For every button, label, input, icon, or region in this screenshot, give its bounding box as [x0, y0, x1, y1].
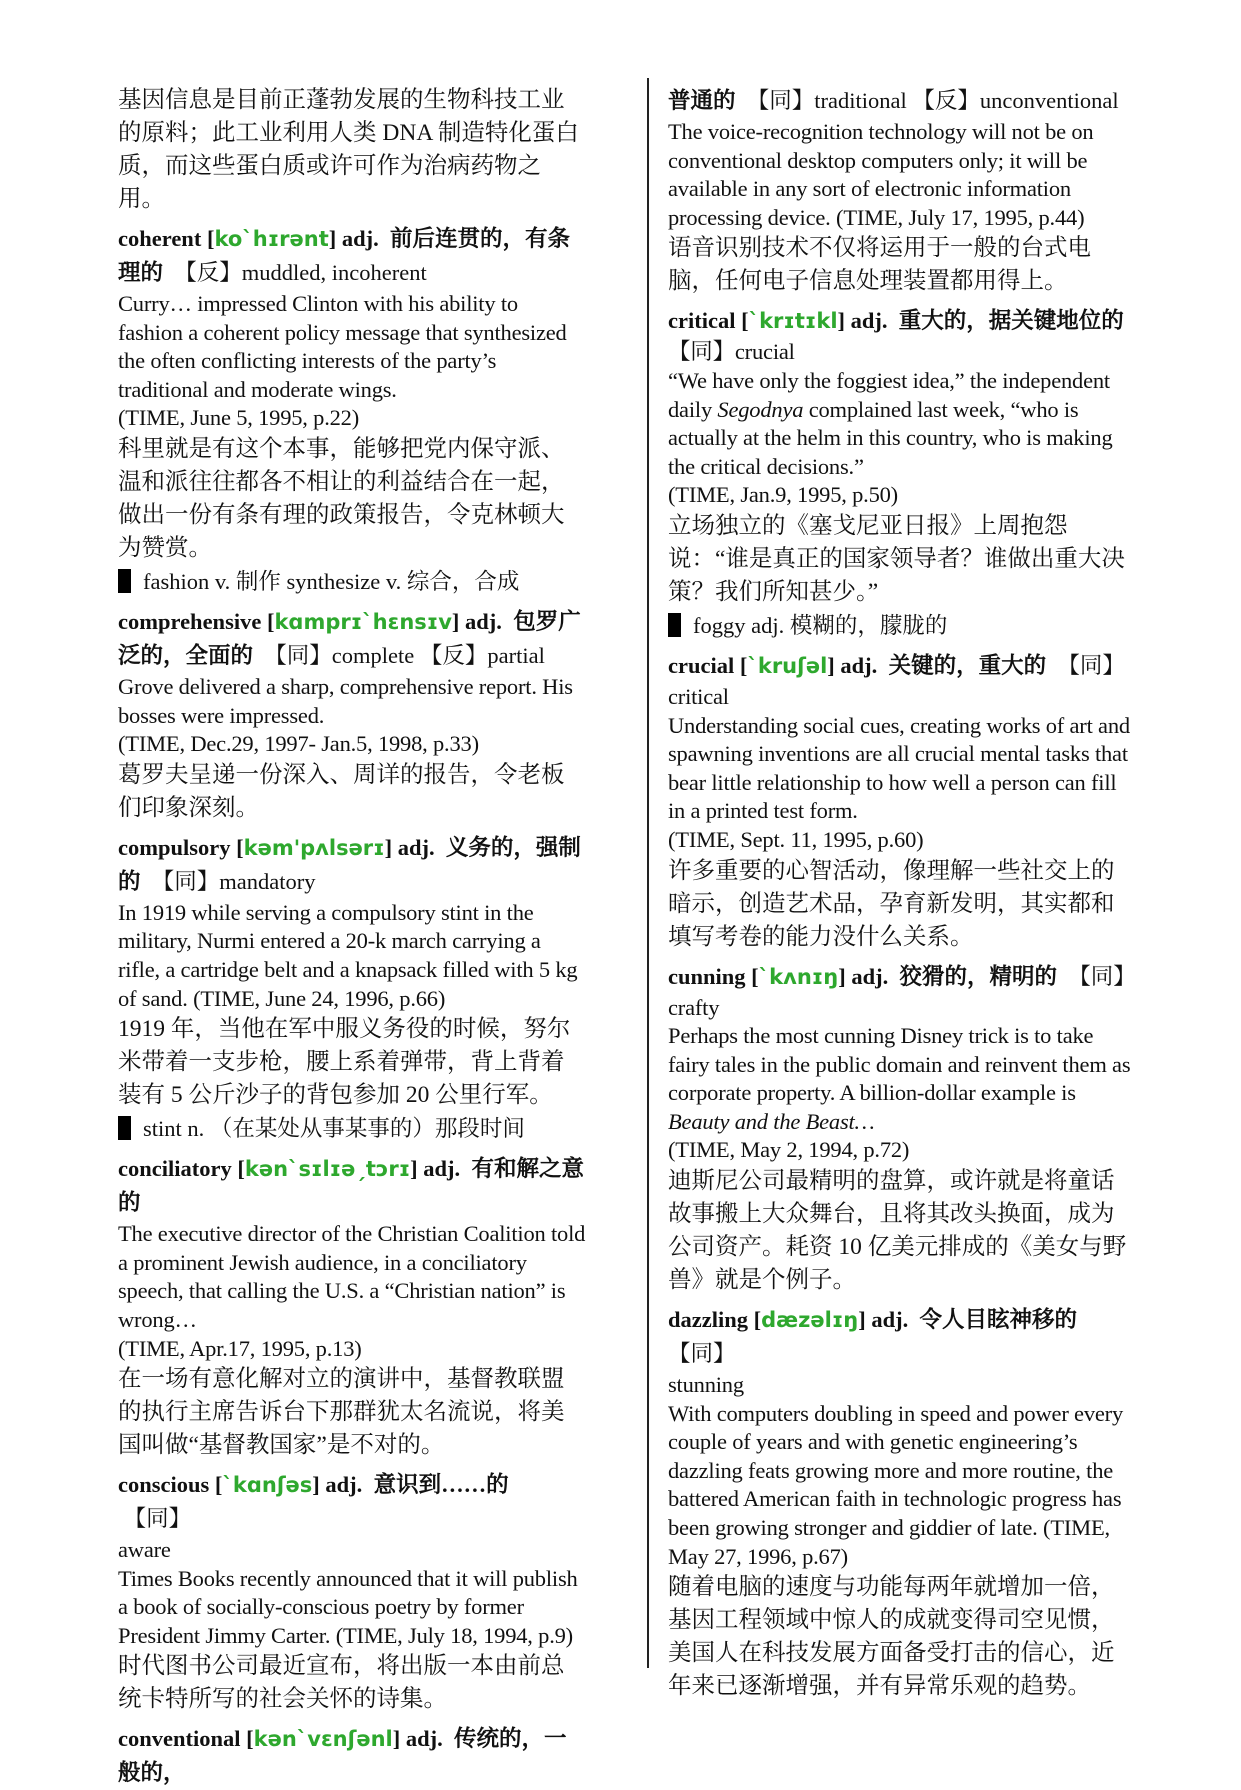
headword: compulsory — [118, 834, 231, 860]
citation: (TIME, Jan.9, 1995, p.50) — [668, 482, 898, 508]
example-translation: 许多重要的心智活动，像理解一些社交上的暗示，创造艺术品，孕育新发明，其实都和填写考卷的能力没什么关系。 — [668, 857, 1115, 950]
entry-header: crucial [`kruʃəl] adj. 关键的，重大的 【同】 — [668, 652, 1125, 678]
citation: (TIME, Apr.17, 1995, p.13) — [118, 1335, 362, 1361]
related-words: crafty — [668, 994, 720, 1020]
example-sentence: Curry… impressed Clinton with his ability to fashion a coherent policy message that synthesized the often conflicting interests of the party’s traditional and moderate wings. — [118, 291, 567, 402]
headword: coherent — [118, 226, 202, 251]
citation: (TIME, Sept. 11, 1995, p.60) — [668, 826, 924, 852]
phonetic: kəm'pʌlsərɪ — [243, 835, 385, 860]
example-translation: 在一场有意化解对立的演讲中，基督教联盟的执行主席告诉台下那群犹太名流说，将美国叫做“基督教国家”是不对的。 — [118, 1366, 565, 1459]
entry-header: conscious [`kɑnʃəs] adj. 意识到……的 【同】 — [118, 1472, 509, 1532]
related-tag: 【同】 — [1068, 963, 1136, 989]
column-divider — [647, 78, 649, 1668]
example-sentence: The voice-recognition technology will not be on conventional desktop computers only; it will be available in any sort of electronic information processing device. (TIME, July 17, 1995, p.44) — [668, 119, 1094, 230]
citation: (TIME, May 2, 1994, p.72) — [668, 1137, 910, 1163]
entry-conscious — [118, 1468, 586, 1716]
entry-dazzling — [668, 1303, 1136, 1703]
phonetic: `krɪtɪkl — [748, 309, 838, 334]
part-of-speech: adj. — [397, 834, 435, 860]
entry-coherent — [118, 222, 586, 599]
phonetic: `kʌnɪŋ — [758, 964, 839, 989]
part-of-speech: adj. — [405, 1726, 443, 1752]
entry-header: conciliatory [kən`sɪlɪəˏtɔrɪ] adj. 有和解之意的 — [118, 1156, 584, 1216]
headword: conventional — [118, 1726, 241, 1752]
vocab-note: stint n. （在某处从事某事的）那段时间 — [118, 1112, 586, 1146]
related-words: 【同】traditional 【反】unconventional — [746, 88, 1119, 113]
entry-header: dazzling [dæzəlɪŋ] adj. 令人目眩神移的【同】 — [668, 1307, 1078, 1367]
related-words: critical — [668, 683, 729, 709]
entry-crucial — [668, 649, 1136, 954]
headword: conscious — [118, 1472, 210, 1498]
entry-conciliatory — [118, 1152, 586, 1462]
vocab-note: fashion v. 制作 synthesize v. 综合，合成 — [118, 565, 586, 599]
phonetic: `kruʃəl — [747, 653, 828, 678]
part-of-speech: adj. — [325, 1472, 363, 1498]
definition: 普通的 — [668, 88, 736, 113]
related-words: 【同】complete 【反】partial — [264, 642, 545, 668]
example-translation: 1919 年，当他在军中服义务役的时候，努尔米带着一支步枪，腰上系着弹带，背上背着装有 5 公斤沙子的背包参加 20 公里行军。 — [118, 1016, 571, 1109]
example-sentence: Times Books recently announced that it will publish a book of socially-conscious poetry by former President Jimmy Carter. (TIME, July 18, 1994, p.9) — [118, 1565, 578, 1648]
phonetic: dæzəlɪŋ — [761, 1308, 859, 1333]
phonetic: kən`sɪlɪəˏtɔrɪ — [244, 1157, 411, 1182]
note-marker-icon — [118, 569, 131, 593]
note-marker-icon — [118, 1116, 131, 1140]
related-tag: 【同】 — [123, 1506, 192, 1532]
headword: cunning — [668, 963, 746, 989]
related-words: aware — [118, 1537, 171, 1563]
definition: 包罗广泛的，全面的 — [118, 608, 581, 668]
definition: 令人目眩神移的 — [919, 1307, 1078, 1333]
entry-conventional-continued — [668, 84, 1136, 298]
definition: 重大的，据关键地位的 — [898, 308, 1124, 334]
part-of-speech: adj. — [850, 308, 888, 334]
citation: (TIME, July 17, 1995, p.44) — [836, 204, 1085, 230]
phonetic: kɑmprɪ`hɛnsɪv — [274, 609, 452, 634]
definition: 传统的，一般的， — [118, 1726, 567, 1786]
part-of-speech: adj. — [423, 1156, 461, 1182]
citation: (TIME, July 18, 1994, p.9) — [335, 1622, 573, 1648]
definition: 义务的，强制的 — [118, 834, 581, 894]
continued-translation: 基因信息是目前正蓬勃发展的生物科技工业的原料；此工业利用人类 DNA 制造特化蛋白质，而这些蛋白质或许可作为治病药物之用。 — [118, 87, 579, 212]
example-translation: 随着电脑的速度与功能每两年就增加一倍，基因工程领域中惊人的成就变得司空见惯，美国人在科技发展方面备受打击的信心，近年来已逐渐增强，并有异常乐观的趋势。 — [668, 1574, 1115, 1700]
left-column — [118, 84, 586, 1790]
entry-comprehensive — [118, 605, 586, 825]
citation: (TIME, June 5, 1995, p.22) — [118, 405, 360, 431]
entry-header: cunning [`kʌnɪŋ] adj. 狡猾的，精明的 【同】 — [668, 963, 1136, 989]
related-tag: 【同】 — [1057, 652, 1125, 678]
headword: conciliatory — [118, 1156, 232, 1182]
phonetic: ko`hɪrənt — [214, 227, 329, 251]
entry-header: compulsory [kəm'pʌlsərɪ] adj. 义务的，强制的 【同】mandatory — [118, 834, 581, 894]
entry-header: coherent [ko`hɪrənt] adj. 前后连贯的，有条理的 【反】muddled, incoherent — [118, 226, 571, 285]
citation: (TIME, June 24, 1996, p.66) — [193, 985, 446, 1011]
entry-critical — [668, 304, 1136, 643]
part-of-speech: adj. — [341, 226, 379, 251]
entry-cunning — [668, 960, 1136, 1298]
example-sentence: Understanding social cues, creating works of art and spawning inventions are all crucial mental tasks that bear little relationship to how well a person can fill in a printed test form. — [668, 712, 1130, 824]
entry-header: conventional [kən`vɛnʃənl] adj. 传统的，一般的， — [118, 1726, 567, 1786]
example-translation: 时代图书公司最近宣布，将出版一本由前总统卡特所写的社会关怀的诗集。 — [118, 1653, 565, 1713]
phonetic: kən`vɛnʃənl — [253, 1727, 393, 1752]
example-translation: 语音识别技术不仅将运用于一般的台式电脑，任何电子信息处理装置都用得上。 — [668, 235, 1091, 295]
right-column — [668, 84, 1136, 1703]
example-sentence: With computers doubling in speed and power every couple of years and with genetic engineering’s dazzling feats growing more and more routine, the battered American faith in technologic progress has been growing stronger and giddier of late. (TIME, May 27, 1996, p.67) — [668, 1400, 1124, 1569]
example-sentence: “We have only the foggiest idea,” the independent daily Segodnya complained last week, “who is actually at the helm in this country, who is making the critical decisions.” — [668, 367, 1113, 479]
example-sentence: Perhaps the most cunning Disney trick is to take fairy tales in the public domain and reinvent them as corporate property. A billion-dollar example is Beauty and the Beast… — [668, 1023, 1131, 1134]
example-translation: 迪斯尼公司最精明的盘算，或许就是将童话故事搬上大众舞台，且将其改头换面，成为公司资产。耗资 10 亿美元排成的《美女与野兽》就是个例子。 — [668, 1168, 1127, 1294]
entry-compulsory — [118, 831, 586, 1146]
related-words: 【同】mandatory — [151, 868, 316, 894]
definition: 狡猾的，精明的 — [899, 963, 1057, 989]
vocab-note: foggy adj. 模糊的，朦胧的 — [668, 609, 1136, 643]
example-sentence: In 1919 while serving a compulsory stint in the military, Nurmi entered a 20-k march carrying a rifle, a cartridge belt and a knapsack filled with 5 kg of sand. (TIME, June 24, 1996, p.66) — [118, 899, 578, 1011]
citation: (TIME, Dec.29, 1997- Jan.5, 1998, p.33) — [118, 731, 479, 757]
part-of-speech: adj. — [871, 1307, 909, 1333]
example-translation: 葛罗夫呈递一份深入、周详的报告，令老板们印象深刻。 — [118, 761, 565, 821]
definition: 关键的，重大的 — [888, 652, 1047, 678]
related-words: 【同】crucial — [668, 339, 795, 365]
headword: comprehensive — [118, 608, 262, 634]
related-words: 【反】muddled, incoherent — [174, 260, 427, 285]
example-translation: 科里就是有这个本事，能够把党内保守派、温和派往往都各不相让的利益结合在一起，做出一份有条有理的政策报告，令克林顿大为赞赏。 — [118, 435, 565, 561]
definition: 有和解之意的 — [118, 1156, 584, 1216]
example-sentence: The executive director of the Christian Coalition told a prominent Jewish audience, in a conciliatory speech, that calling the U.S. a “Christian nation” is wrong… — [118, 1221, 586, 1332]
part-of-speech: adj. — [851, 963, 889, 989]
headword: crucial — [668, 652, 735, 678]
definition: 前后连贯的，有条理的 — [118, 226, 571, 285]
entry-header: comprehensive [kɑmprɪ`hɛnsɪv] adj. 包罗广泛的，全面的 【同】complete 【反】partial — [118, 608, 581, 668]
related-tag: 【同】 — [668, 1341, 736, 1367]
example-sentence: Grove delivered a sharp, comprehensive report. His bosses were impressed. — [118, 673, 573, 728]
part-of-speech: adj. — [840, 652, 878, 678]
related-words: stunning — [668, 1372, 744, 1398]
example-translation: 立场独立的《塞戈尼亚日报》上周抱怨说：“谁是真正的国家领导者？谁做出重大决策？我们所知甚少。” — [668, 512, 1125, 605]
headword: critical — [668, 308, 736, 334]
entry-header — [668, 84, 1136, 118]
definition: 意识到……的 — [373, 1472, 509, 1498]
entry-header: critical [`krɪtɪkl] adj. 重大的，据关键地位的 — [668, 308, 1124, 334]
note-marker-icon — [668, 613, 681, 637]
phonetic: `kɑnʃəs — [222, 1473, 313, 1498]
headword: dazzling — [668, 1307, 749, 1333]
entry-conventional — [118, 1722, 586, 1790]
citation: (TIME, May 27, 1996, p.67) — [668, 1515, 1110, 1569]
part-of-speech: adj. — [465, 608, 502, 634]
